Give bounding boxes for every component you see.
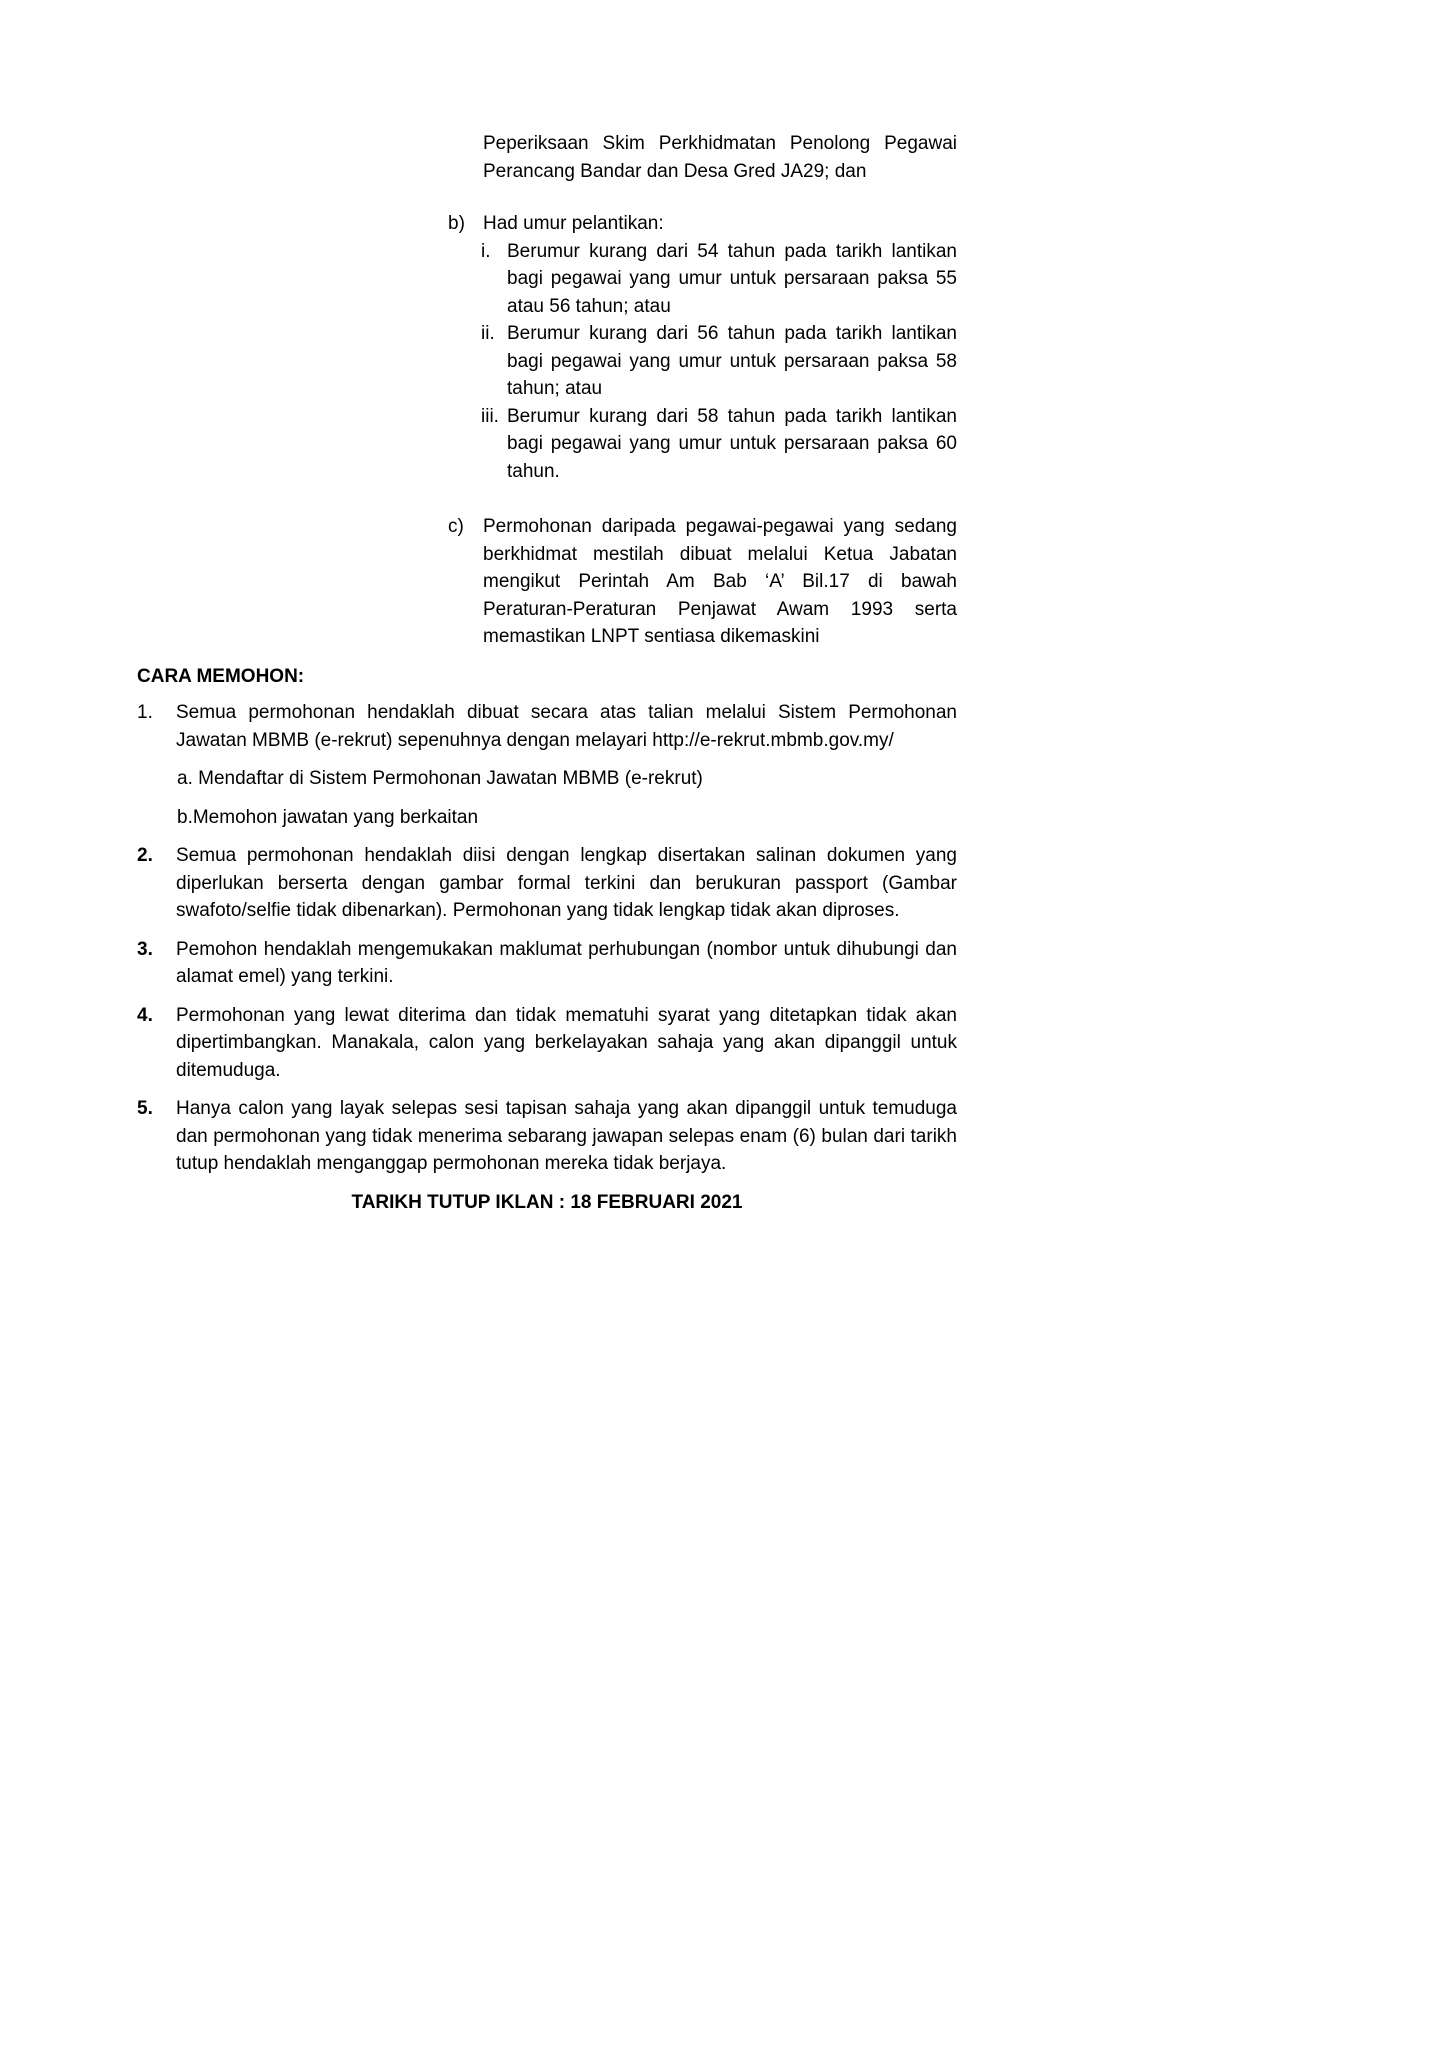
numbered-item-1-text: Semua permohonan hendaklah dibuat secara atas talian melalui Sistem Permohonan Jawatan MBMB (e-rekrut) sepenuhnya dengan melayari http://e-rekrut.mbmb.gov.my/ xyxy=(176,702,957,751)
item-b-sub-iii xyxy=(137,403,957,486)
numbered-item-4 xyxy=(137,1002,957,1085)
numbered-item-2 xyxy=(137,842,957,925)
closing-date-line: TARIKH TUTUP IKLAN : 18 FEBRUARI 2021 xyxy=(351,1191,743,1213)
numbered-item-5 xyxy=(137,1095,957,1178)
continuation-paragraph: Peperiksaan Skim Perkhidmatan Penolong Pegawai Perancang Bandar dan Desa Gred JA29; dan xyxy=(483,133,957,182)
item-b-sub-ii-label: ii. xyxy=(481,323,495,344)
numbered-item-1-sub-b: b.Memohon jawatan yang berkaitan xyxy=(177,806,479,828)
numbered-item-4-number: 4. xyxy=(137,1004,153,1026)
item-c-label: c) xyxy=(448,516,464,537)
item-c-text: Permohonan daripada pegawai-pegawai yang sedang berkhidmat mestilah dibuat melalui Ketua Jabatan mengikut Perintah Am Bab ‘A’ Bil.17 di bawah Peraturan-Peraturan Penjawat Awam 1993 serta memastikan LNPT sentiasa dikemaskini xyxy=(483,516,957,647)
numbered-item-3-text: Pemohon hendaklah mengemukakan maklumat perhubungan (nombor untuk dihubungi dan alamat emel) yang terkini. xyxy=(176,938,957,987)
item-b xyxy=(137,210,957,238)
document-content xyxy=(137,130,957,1216)
numbered-item-5-text: Hanya calon yang layak selepas sesi tapisan sahaja yang akan dipanggil untuk temuduga dan permohonan yang tidak menerima sebarang jawapan selepas enam (6) bulan dari tarikh tutup hendaklah menganggap permohonan mereka tidak berjaya. xyxy=(176,1098,957,1174)
numbered-item-4-text: Permohonan yang lewat diterima dan tidak mematuhi syarat yang ditetapkan tidak akan dipertimbangkan. Manakala, calon yang berkelayakan sahaja yang akan dipanggil untuk ditemuduga. xyxy=(176,1004,957,1081)
numbered-item-1 xyxy=(137,699,957,754)
item-b-sub-i-label: i. xyxy=(481,240,491,262)
numbered-item-1-sub-a: a. Mendaftar di Sistem Permohonan Jawatan MBMB (e-rekrut) xyxy=(177,768,703,789)
numbered-item-2-number: 2. xyxy=(137,845,153,866)
item-b-sub-i-text: Berumur kurang dari 54 tahun pada tarikh lantikan bagi pegawai yang umur untuk persaraan paksa 55 atau 56 tahun; atau xyxy=(507,240,957,317)
item-b-sub-iii-label: iii. xyxy=(481,405,499,427)
numbered-item-5-number: 5. xyxy=(137,1098,153,1119)
section-heading: CARA MEMOHON: xyxy=(137,665,305,687)
numbered-item-2-text: Semua permohonan hendaklah diisi dengan lengkap disertakan salinan dokumen yang diperlukan berserta dengan gambar formal terkini dan berukuran passport (Gambar swafoto/selfie tidak dibenarkan). Permohonan yang tidak lengkap tidak akan diproses. xyxy=(176,845,957,921)
item-b-label: b) xyxy=(448,213,465,234)
numbered-item-3 xyxy=(137,936,957,991)
numbered-item-1-number: 1. xyxy=(137,702,153,723)
numbered-item-3-number: 3. xyxy=(137,938,153,960)
item-c xyxy=(137,513,957,651)
item-b-sub-ii-text: Berumur kurang dari 56 tahun pada tarikh lantikan bagi pegawai yang umur untuk persaraan paksa 58 tahun; atau xyxy=(507,323,957,399)
item-b-sub-i xyxy=(137,238,957,321)
item-b-sub-iii-text: Berumur kurang dari 58 tahun pada tarikh lantikan bagi pegawai yang umur untuk persaraan paksa 60 tahun. xyxy=(507,405,957,482)
item-b-sub-ii xyxy=(137,320,957,403)
item-b-text: Had umur pelantikan: xyxy=(483,213,664,234)
